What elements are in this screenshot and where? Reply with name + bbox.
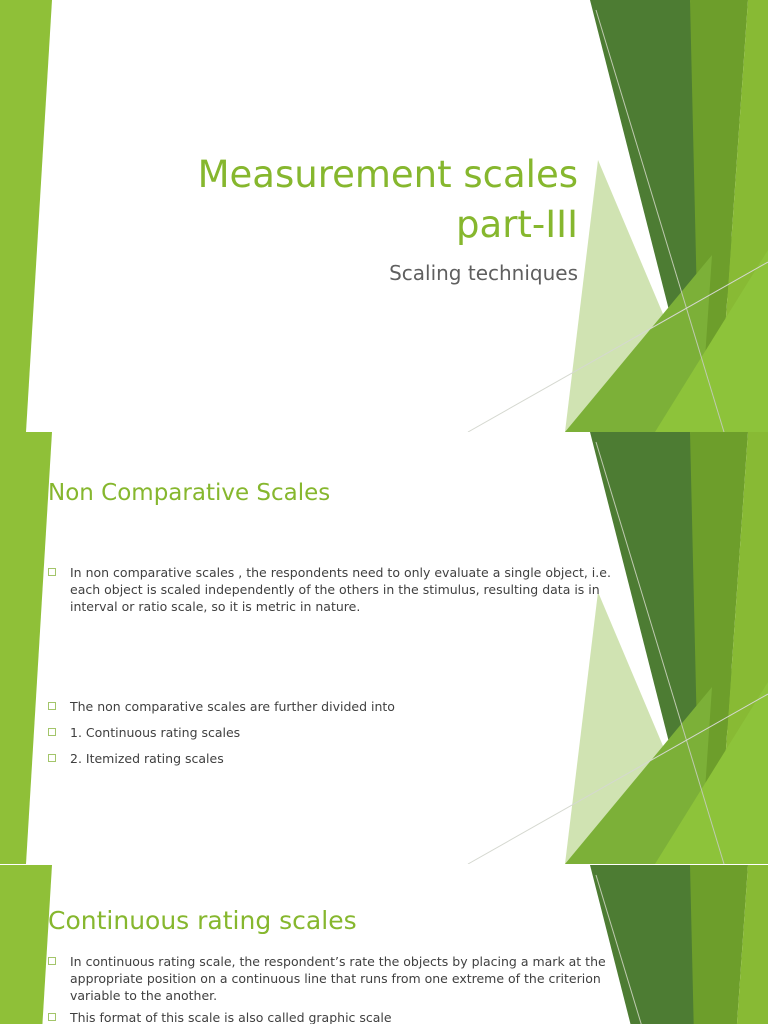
bullet-text: 1. Continuous rating scales xyxy=(70,725,241,740)
slide-heading: Non Comparative Scales xyxy=(48,480,331,506)
title-line-1: Measurement scales xyxy=(197,153,578,196)
list-item xyxy=(48,724,638,741)
square-outline-bullet-icon xyxy=(48,754,56,762)
list-item xyxy=(48,1009,638,1024)
bullet-text: This format of this scale is also called graphic scale xyxy=(70,1010,392,1024)
title-line-2: part-III xyxy=(456,203,578,246)
square-outline-bullet-icon xyxy=(48,957,56,965)
bullet-text: In continuous rating scale, the respondent’s rate the objects by placing a mark at the appropriate position on a continuous line that runs from one extreme of the criterion variable to the another. xyxy=(70,954,606,1003)
slide-subtitle: Scaling techniques xyxy=(389,261,578,285)
title-slide xyxy=(0,0,768,432)
bullet-text: 2. Itemized rating scales xyxy=(70,751,224,766)
square-outline-bullet-icon xyxy=(48,728,56,736)
intro-bullet-list xyxy=(48,564,638,615)
list-item xyxy=(48,953,638,1004)
square-outline-bullet-icon xyxy=(48,702,56,710)
list-item xyxy=(48,750,638,767)
square-outline-bullet-icon xyxy=(48,1013,56,1021)
bullet-text: In non comparative scales , the respondents need to only evaluate a single object, i.e. each object is scaled independently of the others in the stimulus, resulting data is in interval or ratio scale, so it is metric in nature. xyxy=(70,565,611,614)
list-item xyxy=(48,698,638,715)
bullet-text: The non comparative scales are further divided into xyxy=(70,699,395,714)
slide-title xyxy=(118,150,578,250)
division-bullet-list xyxy=(48,698,638,776)
continuous-bullet-list xyxy=(48,953,638,1024)
list-item xyxy=(48,564,638,615)
slide-heading: Continuous rating scales xyxy=(48,906,357,935)
non-comparative-slide xyxy=(0,432,768,865)
square-outline-bullet-icon xyxy=(48,568,56,576)
continuous-rating-slide xyxy=(0,865,768,1024)
